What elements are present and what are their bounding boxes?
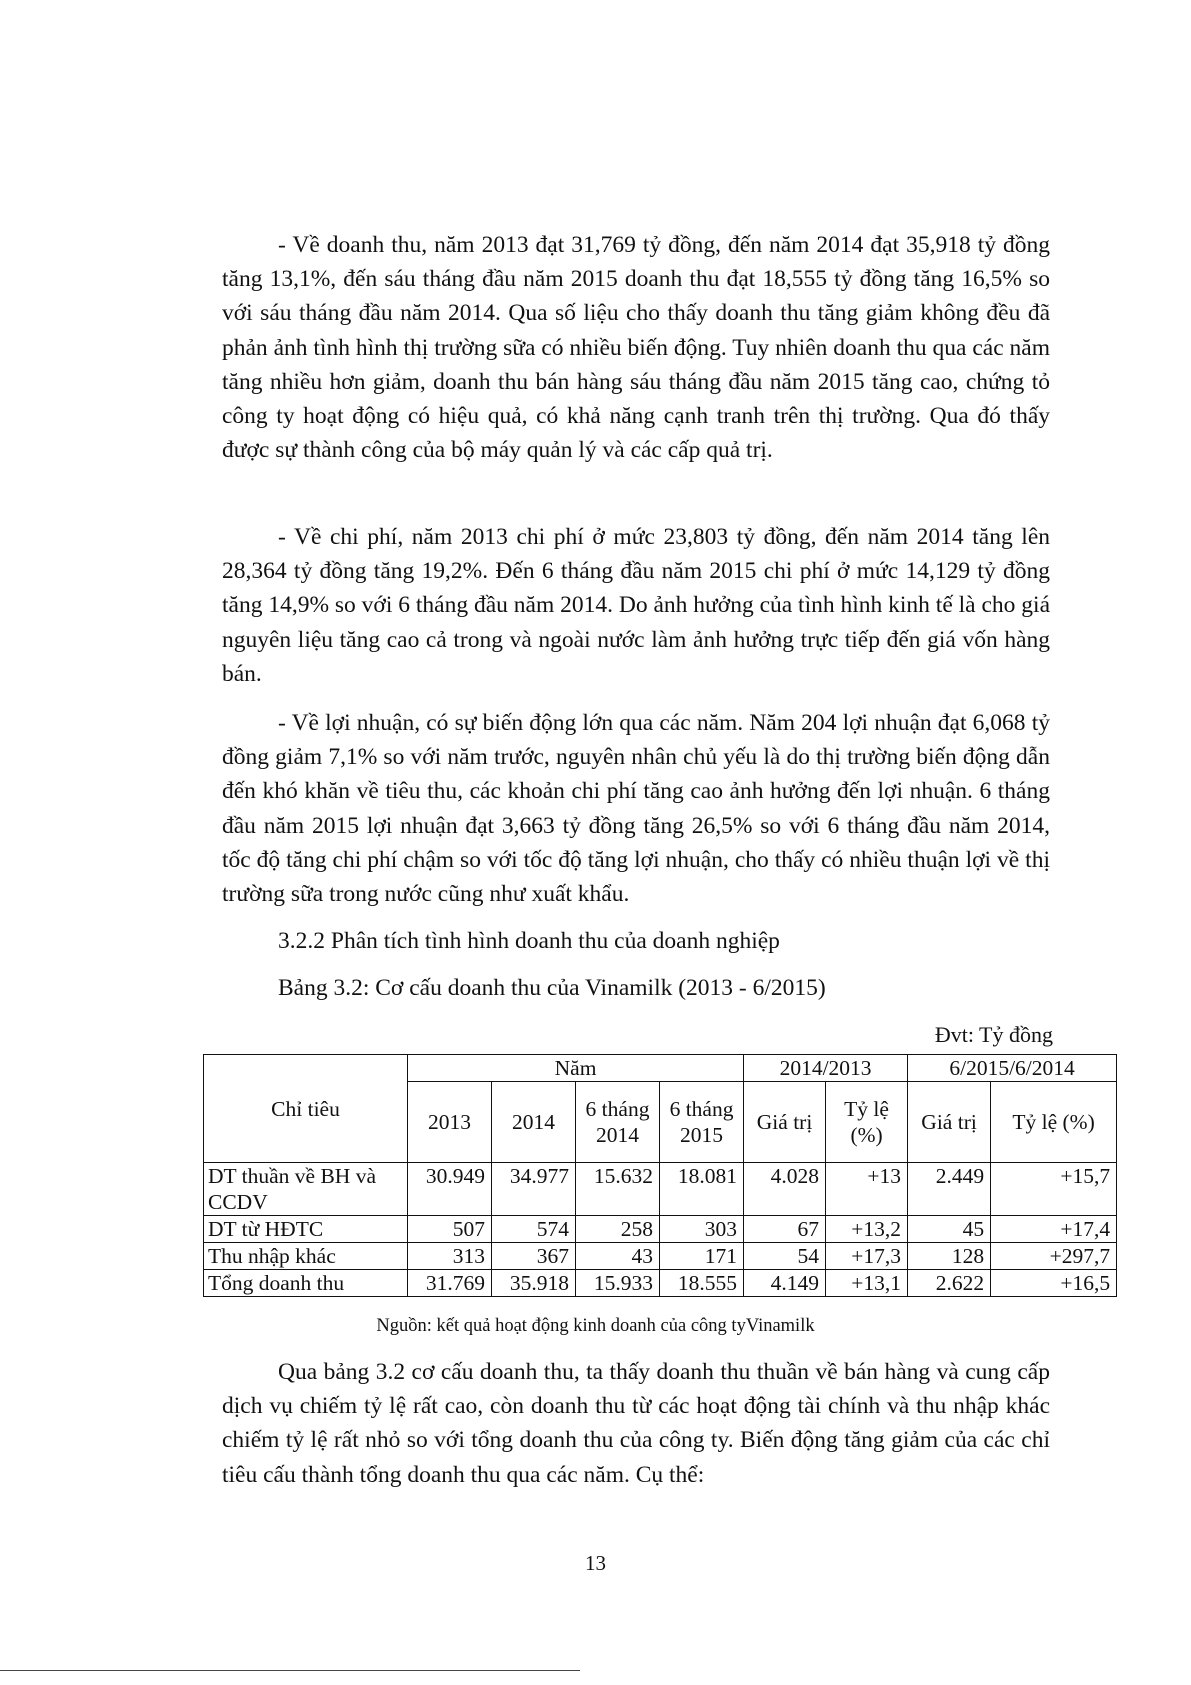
cell-6m-2015: 18.555 [660, 1270, 744, 1297]
cell-rate-1: +13 [826, 1163, 908, 1216]
cell-6m-2015: 18.081 [660, 1163, 744, 1216]
cell-2013: 507 [408, 1216, 492, 1243]
cell-rate-1: +13,1 [826, 1270, 908, 1297]
paragraph-cost: - Về chi phí, năm 2013 chi phí ở mức 23,803 tỷ đồng, đến năm 2014 tăng lên 28,364 tỷ đồng tăng 19,2%. Đến 6 tháng đầu năm 2015 chi phí ở mức 14,129 tỷ đồng tăng 14,9% so với 6 tháng đầu năm 2014. Do ảnh hưởng của tình hình kinh tế là cho giá nguyên liệu tăng cao cả trong và ngoài nước làm ảnh hưởng trực tiếp đến giá vốn hàng bán. [222, 524, 1050, 687]
header-compare-6-2015-6-2014: 6/2015/6/2014 [908, 1055, 1117, 1082]
header-year-group: Năm [408, 1055, 744, 1082]
cell-6m-2015: 303 [660, 1216, 744, 1243]
header-value-2: Giá trị [908, 1082, 991, 1163]
cell-2014: 574 [492, 1216, 576, 1243]
header-6m-2014: 6 tháng 2014 [576, 1082, 660, 1163]
cell-rate-1: +17,3 [826, 1243, 908, 1270]
cell-value-2: 2.622 [908, 1270, 991, 1297]
source-note: Nguồn: kết quả hoạt động kinh doanh của công tyVinamilk [376, 1316, 815, 1336]
table-row [204, 1216, 1117, 1243]
cell-value-1: 4.149 [744, 1270, 826, 1297]
table-header-row [204, 1055, 1117, 1082]
cell-6m-2014: 15.933 [576, 1270, 660, 1297]
table-row-total [204, 1270, 1117, 1297]
cell-6m-2014: 43 [576, 1243, 660, 1270]
paragraph-profit: - Về lợi nhuận, có sự biến động lớn qua các năm. Năm 204 lợi nhuận đạt 6,068 tỷ đồng giảm 7,1% so với năm trước, nguyên nhân chủ yếu là do thị trường biến động dẫn đến khó khăn về tiêu thu, các khoản chi phí tăng cao ảnh hưởng đến lợi nhuận. 6 tháng đầu năm 2015 lợi nhuận đạt 3,663 tỷ đồng tăng 26,5% so với 6 tháng đầu năm 2014, tốc độ tăng chi phí chậm so với tốc độ tăng lợi nhuận, cho thấy có nhiều thuận lợi về thị trường sữa trong nước cũng như xuất khẩu. [222, 710, 1050, 908]
cell-2013: 313 [408, 1243, 492, 1270]
header-rate-1: Tỷ lệ (%) [826, 1082, 908, 1163]
header-2013: 2013 [408, 1082, 492, 1163]
row-label: Tổng doanh thu [204, 1270, 408, 1297]
cell-value-1: 4.028 [744, 1163, 826, 1216]
header-indicator: Chỉ tiêu [204, 1055, 408, 1163]
cell-value-2: 128 [908, 1243, 991, 1270]
header-compare-2014-2013: 2014/2013 [744, 1055, 908, 1082]
cell-6m-2015: 171 [660, 1243, 744, 1270]
cell-value-2: 2.449 [908, 1163, 991, 1216]
cell-value-1: 67 [744, 1216, 826, 1243]
cell-6m-2014: 15.632 [576, 1163, 660, 1216]
section-heading: 3.2.2 Phân tích tình hình doanh thu của doanh nghiệp [278, 928, 780, 954]
revenue-structure-table [203, 1054, 1117, 1297]
cell-rate-1: +13,2 [826, 1216, 908, 1243]
cell-value-1: 54 [744, 1243, 826, 1270]
row-label: DT từ HĐTC [204, 1216, 408, 1243]
header-rate-2: Tỷ lệ (%) [991, 1082, 1117, 1163]
table-row [204, 1163, 1117, 1216]
cell-value-2: 45 [908, 1216, 991, 1243]
row-label: DT thuần về BH và CCDV [204, 1163, 408, 1216]
header-6m-2015: 6 tháng 2015 [660, 1082, 744, 1163]
page-number: 13 [585, 1551, 606, 1575]
cell-rate-2: +15,7 [991, 1163, 1117, 1216]
cell-rate-2: +16,5 [991, 1270, 1117, 1297]
cell-rate-2: +297,7 [991, 1243, 1117, 1270]
cell-6m-2014: 258 [576, 1216, 660, 1243]
cell-2013: 30.949 [408, 1163, 492, 1216]
cell-rate-2: +17,4 [991, 1216, 1117, 1243]
table-row [204, 1243, 1117, 1270]
cell-2014: 367 [492, 1243, 576, 1270]
paragraph-conclusion: Qua bảng 3.2 cơ cấu doanh thu, ta thấy doanh thu thuần về bán hàng và cung cấp dịch vụ chiếm tỷ lệ rất cao, còn doanh thu từ các hoạt động tài chính và thu nhập khác chiếm tỷ lệ rất nhỏ so với tổng doanh thu của công ty. Biến động tăng giảm của các chỉ tiêu cấu thành tổng doanh thu qua các năm. Cụ thể: [222, 1359, 1050, 1488]
cell-2014: 35.918 [492, 1270, 576, 1297]
header-value-1: Giá trị [744, 1082, 826, 1163]
table-caption: Bảng 3.2: Cơ cấu doanh thu của Vinamilk (2013 - 6/2015) [278, 975, 826, 1001]
cell-2013: 31.769 [408, 1270, 492, 1297]
unit-note: Đvt: Tỷ đồng [934, 1022, 1053, 1047]
paragraph-revenue: - Về doanh thu, năm 2013 đạt 31,769 tỷ đồng, đến năm 2014 đạt 35,918 tỷ đồng tăng 13,1%, đến sáu tháng đầu năm 2015 doanh thu đạt 18,555 tỷ đồng tăng 16,5% so với sáu tháng đầu năm 2014. Qua số liệu cho thấy doanh thu tăng giảm không đều đã phản ảnh tình hình thị trường sữa có nhiều biến động. Tuy nhiên doanh thu qua các năm tăng nhiều hơn giảm, doanh thu bán hàng sáu tháng đầu năm 2015 tăng cao, chứng tỏ công ty hoạt động có hiệu quả, có khả năng cạnh tranh trên thị trường. Qua đó thấy được sự thành công của bộ máy quản lý và các cấp quả trị. [222, 232, 1050, 464]
header-2014: 2014 [492, 1082, 576, 1163]
footer-rule [0, 1670, 580, 1671]
cell-2014: 34.977 [492, 1163, 576, 1216]
row-label: Thu nhập khác [204, 1243, 408, 1270]
